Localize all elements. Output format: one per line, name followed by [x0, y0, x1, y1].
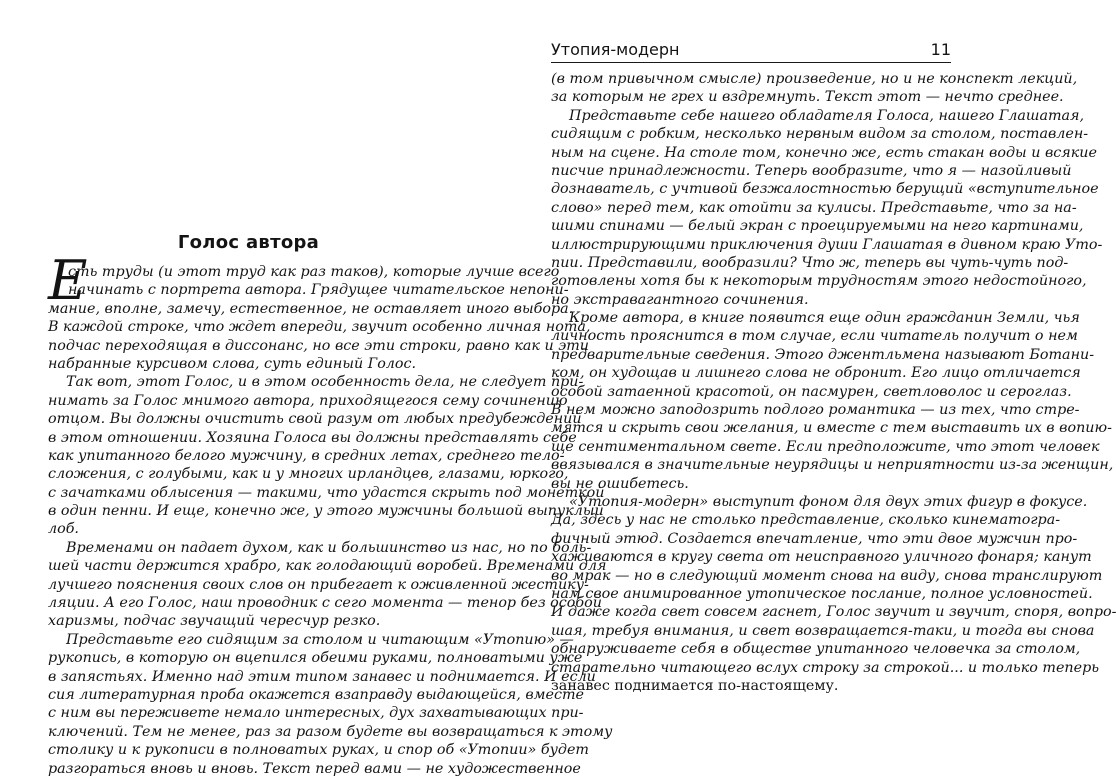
- text-line: обнаруживаете себя в обществе упитанного человечка за столом,: [551, 641, 1081, 658]
- left-page-body: [48, 263, 613, 778]
- text-line: пии. Представили, вообразили? Что ж, теперь вы чуть-чуть под-: [551, 254, 1069, 271]
- page-number: 11: [930, 40, 951, 59]
- running-title: Утопия-модерн: [551, 40, 680, 59]
- text-line: занавес поднимается по-настоящему.: [551, 677, 839, 694]
- text-line: писчие принадлежности. Теперь вообразите, что я — назойливый: [551, 162, 1072, 179]
- text-line: в один пенни. И еще, конечно же, у этого мужчины большой выпуклый: [48, 503, 604, 520]
- text-line: с ним вы переживете немало интересных, дух захватывающих при-: [48, 705, 584, 722]
- text-line: подчас переходящая в диссонанс, но все эти строки, равно как и эти: [48, 337, 589, 354]
- text-line: И даже когда свет совсем гаснет, Голос звучит и звучит, споря, вопро-: [551, 604, 1116, 621]
- text-line: мание, вполне, замечу, естественное, не оставляет иного выбора.: [48, 300, 574, 317]
- text-line: сть труды (и этот труд как раз таков), которые лучше всего: [68, 264, 560, 280]
- text-line: но экстравагантного сочинения.: [551, 291, 809, 308]
- header-rule: [551, 62, 951, 63]
- text-line: сия литературная проба окажется взаправду выдающейся, вместе: [48, 686, 584, 703]
- text-line: иллюстрирующими приключения души Глашатая в дивном краю Уто-: [551, 236, 1103, 253]
- text-line: во мрак — но в следующий момент снова на виду, снова транслируют: [551, 567, 1103, 584]
- text-line: шая, требуя внимания, и свет возвращается-таки, и тогда вы снова: [551, 622, 1095, 639]
- text-line: ключений. Тем не менее, раз за разом будете вы возвращаться к этому: [48, 723, 613, 740]
- text-line: с зачатками облысения — такими, что удастся скрыть под монеткой: [48, 484, 605, 501]
- chapter-title: Голос автора: [177, 232, 320, 253]
- text-line: Представьте себе нашего обладателя Голоса, нашего Глашатая,: [569, 107, 1085, 124]
- text-line: отцом. Вы должны очистить свой разум от любых предубеждений: [48, 411, 582, 428]
- text-line: как упитанного белого мужчину, в средних летах, среднего тело-: [48, 447, 565, 464]
- text-line: за которым не грех и вздремнуть. Текст этот — нечто среднее.: [551, 89, 1064, 106]
- text-line: «Утопия-модерн» выступит фоном для двух этих фигур в фокусе.: [569, 493, 1088, 510]
- text-line: старательно читающего вслух строку за строкой... и только теперь: [551, 659, 1100, 676]
- text-line: начинать с портрета автора. Грядущее читательское непони-: [68, 282, 569, 299]
- text-line: ляции. А его Голос, наш проводник с сего момента — тенор без особой: [48, 595, 602, 612]
- text-line: слово» перед тем, как отойти за кулисы. Представьте, что за на-: [551, 199, 1077, 216]
- text-line: сложения, с голубыми, как и у многих ирландцев, глазами, юркого,: [48, 466, 569, 483]
- text-line: нимать за Голос мнимого автора, приходящегося сему сочинению: [48, 392, 568, 409]
- text-line: Временами он падает духом, как и большинство из нас, но по боль-: [66, 539, 592, 556]
- text-line: разгораться вновь и вновь. Текст перед вами — не художественное: [48, 760, 581, 777]
- text-line: Да, здесь у нас не столько представление, сколько кинематогра-: [551, 512, 1061, 529]
- right-page-body: [551, 70, 1116, 695]
- text-line: шей части держится храбро, как голодающий воробей. Временами для: [48, 558, 607, 575]
- text-line: личность прояснится в том случае, если читатель получит о нем: [551, 328, 1078, 345]
- text-line: особой затаенной красотой, он пасмурен, светловолос и сероглаз.: [551, 383, 1072, 400]
- text-line: мятся и скрыть свои желания, и вместе с тем выставить их в вопию-: [551, 420, 1112, 437]
- text-line: Представьте его сидящим за столом и читающим «Утопию» —: [66, 631, 574, 648]
- text-line: предварительные сведения. Этого джентльмена называют Ботани-: [551, 346, 1095, 363]
- text-line: в этом отношении. Хозяина Голоса вы должны представлять себе: [48, 429, 577, 446]
- text-line: фичный этюд. Создается впечатление, что эти двое мужчин про-: [551, 530, 1078, 547]
- text-line: В каждой строке, что ждет впереди, звучит особенно личная нота,: [48, 319, 591, 336]
- right-page: [500, 0, 1116, 768]
- text-line: хаживаются в кругу света от неисправного уличного фонаря; канут: [551, 549, 1092, 566]
- text-line: (в том привычном смысле) произведение, но и не конспект лекций,: [551, 71, 1078, 87]
- text-line: лоб.: [48, 521, 79, 538]
- text-line: нам свое анимированное утопическое послание, полное условностей.: [551, 585, 1093, 602]
- text-line: В нем можно заподозрить подлого романтика — из тех, что стре-: [551, 402, 1080, 419]
- text-line: вы не ошибетесь.: [551, 475, 689, 492]
- text-line: Так вот, этот Голос, и в этом особенность дела, не следует при-: [66, 374, 584, 391]
- text-line: Кроме автора, в книге появится еще один гражданин Земли, чья: [569, 310, 1080, 327]
- drop-cap: Е: [48, 249, 88, 312]
- text-line: ще сентиментальном свете. Если предположите, что этот человек: [551, 438, 1100, 455]
- text-line: сидящим с робким, несколько нервным видом за столом, поставлен-: [551, 126, 1089, 143]
- text-line: ным на сцене. На столе том, конечно же, есть стакан воды и всякие: [551, 144, 1097, 161]
- text-line: набранные курсивом слова, суть единый Голос.: [48, 355, 417, 372]
- text-line: готовлены хотя бы к некоторым трудностям этого недостойного,: [551, 273, 1087, 290]
- text-line: харизмы, подчас звучащий чересчур резко.: [48, 613, 381, 630]
- text-line: шими спинами — белый экран с проецируемыми на него картинами,: [551, 218, 1084, 235]
- text-line: в запястьях. Именно над этим типом занавес и поднимается. И если: [48, 668, 596, 685]
- text-line: дознаватель, с учтивой безжалостностью берущий «вступительное: [551, 181, 1099, 198]
- text-line: лучшего пояснения своих слов он прибегает к оживленной жестику-: [48, 576, 589, 593]
- text-line: рукопись, в которую он вцепился обеими руками, полноватыми уже: [48, 650, 583, 667]
- text-line: ввязывался в значительные неурядицы и неприятности из-за женщин,: [551, 457, 1114, 474]
- text-line: столику и к рукописи в полноватых руках, и спор об «Утопии» будет: [48, 742, 589, 759]
- text-line: ком, он худощав и лишнего слова не обронит. Его лицо отличается: [551, 365, 1081, 382]
